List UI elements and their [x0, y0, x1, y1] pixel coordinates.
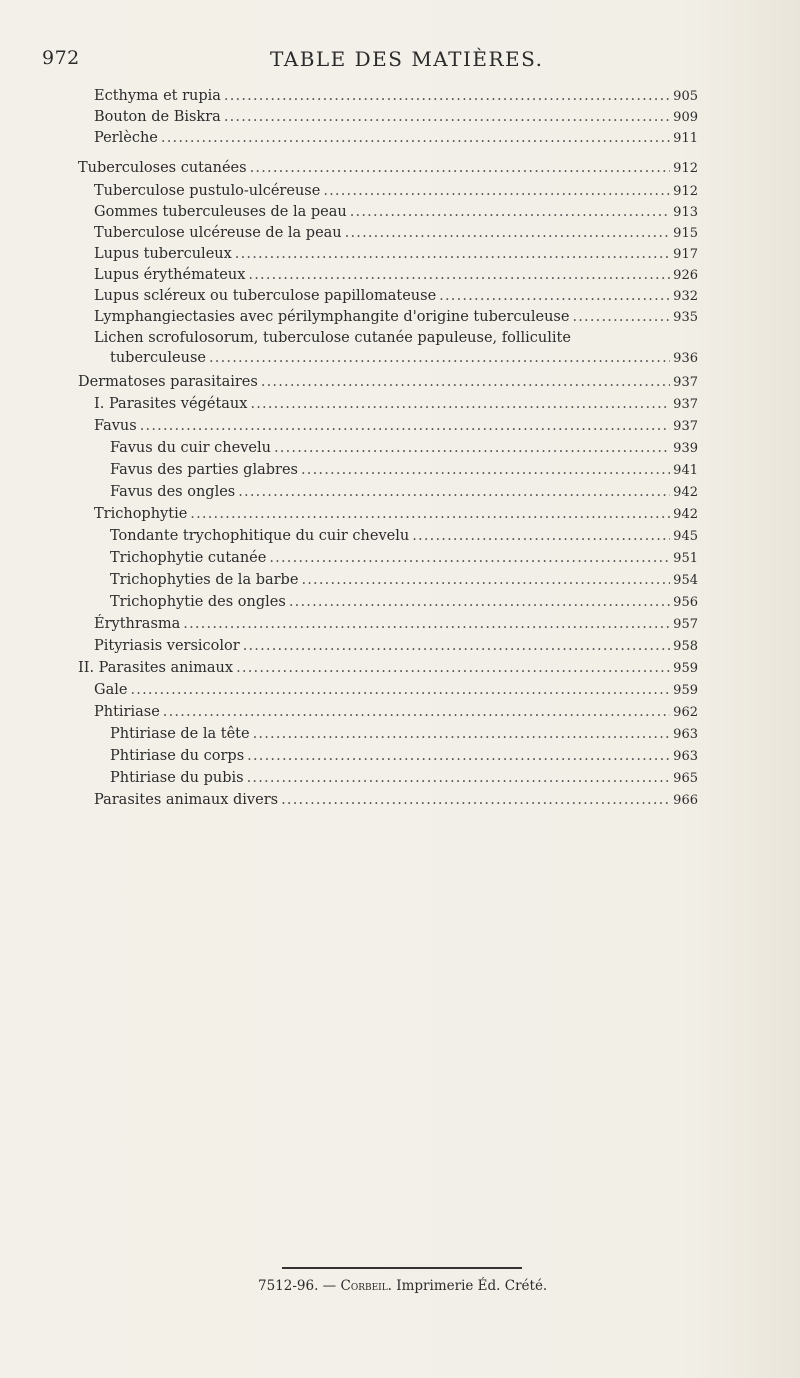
toc-entry-label: Favus des ongles [110, 484, 236, 500]
toc-entry [94, 86, 698, 107]
toc-entry [110, 482, 698, 503]
toc-entry [110, 768, 698, 789]
toc-entry-page: 941 [673, 463, 698, 478]
toc-entry-label: Favus [94, 418, 137, 434]
leader-dots [301, 460, 670, 480]
toc-entry-page: 939 [673, 441, 698, 456]
toc-entry-label: Lupus scléreux ou tuberculose papillomateuse [94, 288, 437, 304]
toc-entry-page: 935 [673, 310, 698, 325]
toc-entry [94, 702, 698, 723]
toc-entry [94, 636, 698, 657]
toc-entry-label: Trichophytie [94, 506, 188, 522]
toc-entry-label: II. Parasites animaux [78, 660, 234, 676]
toc-entry [110, 570, 698, 591]
toc-entry [110, 526, 698, 547]
toc-entry [78, 158, 698, 179]
running-title: TABLE DES MATIÈRES. [270, 47, 544, 71]
toc-entry-label: Perlèche [94, 130, 158, 146]
toc-entry-page: 963 [673, 727, 698, 742]
toc-entry [110, 592, 698, 613]
leader-dots [235, 244, 670, 264]
toc-entry-label: Phtiriase du corps [110, 748, 245, 764]
toc-entry-page: 958 [673, 639, 698, 654]
toc-entry [110, 348, 698, 369]
leader-dots [224, 86, 670, 106]
leader-dots [163, 702, 670, 722]
imprint-city: Corbeil. [340, 1278, 392, 1294]
toc-entry-page: 954 [673, 573, 698, 588]
toc-entry-page: 956 [673, 595, 698, 610]
toc-entry [94, 416, 698, 437]
toc-entry-label: Trichophytie des ongles [110, 594, 286, 610]
toc-entry-label: Gommes tuberculeuses de la peau [94, 204, 347, 220]
toc-entry [94, 128, 698, 149]
leader-dots [140, 416, 670, 436]
toc-entry-page: 912 [673, 184, 698, 199]
leader-dots [289, 592, 670, 612]
toc-entry-label: Pityriasis versicolor [94, 638, 240, 654]
toc-entry-page: 942 [673, 485, 698, 500]
leader-dots [130, 680, 670, 700]
leader-dots [224, 107, 670, 127]
toc-entry [94, 107, 698, 128]
leader-dots [350, 202, 670, 222]
toc-entry-page: 912 [673, 161, 698, 176]
toc-entry-page: 909 [673, 110, 698, 125]
toc-entry-page: 959 [673, 661, 698, 676]
leader-dots [248, 265, 670, 285]
toc-entry-label: tuberculeuse [110, 350, 206, 366]
toc-entry [110, 460, 698, 481]
leader-dots [301, 570, 670, 590]
toc-entry-page: 945 [673, 529, 698, 544]
toc-entry-label: Bouton de Biskra [94, 109, 221, 125]
leader-dots [345, 223, 671, 243]
footer-rule [282, 1267, 522, 1269]
leader-dots [247, 768, 671, 788]
leader-dots [250, 158, 671, 178]
toc-entry-label: Parasites animaux divers [94, 792, 279, 808]
toc-entry [94, 181, 698, 202]
toc-entry-page: 913 [673, 205, 698, 220]
toc-entry [110, 724, 698, 745]
toc-entry [78, 658, 698, 679]
toc-entry-label: Phtiriase de la tête [110, 726, 250, 742]
leader-dots [261, 372, 670, 392]
toc-entry-page: 963 [673, 749, 698, 764]
page-header [0, 47, 800, 77]
toc-entry-page: 965 [673, 771, 698, 786]
toc-entry-label: Dermatoses parasitaires [78, 374, 258, 390]
toc-entry-label: Gale [94, 682, 128, 698]
toc-entry [94, 394, 698, 415]
leader-dots [274, 438, 670, 458]
toc-entry-page: 932 [673, 289, 698, 304]
toc-entry-page: 959 [673, 683, 698, 698]
toc-entry-label: Tuberculoses cutanées [78, 160, 247, 176]
leader-dots [209, 348, 670, 368]
toc-entry-page: 915 [673, 226, 698, 241]
toc-entry-page: 937 [673, 375, 698, 390]
toc-entry-label: Favus des parties glabres [110, 462, 298, 478]
toc-entry-page: 911 [673, 131, 698, 146]
toc-entry [110, 746, 698, 767]
toc-entry-label: Favus du cuir chevelu [110, 440, 271, 456]
toc-entry-label: Tuberculose pustulo-ulcéreuse [94, 183, 321, 199]
toc-entry-label: Phtiriase du pubis [110, 770, 244, 786]
printer-imprint [258, 1278, 547, 1294]
toc-entry-label: Lupus tuberculeux [94, 246, 232, 262]
toc-entry-label-line1: Lichen scrofulosorum, tuberculose cutanée papuleuse, folliculite [94, 330, 571, 346]
toc-entry [94, 223, 698, 244]
toc-entry-page: 957 [673, 617, 698, 632]
toc-entry-label: Trichophyties de la barbe [110, 572, 299, 588]
imprint-printer: Imprimerie Éd. Crété. [391, 1278, 548, 1294]
toc-entry-label: Tuberculose ulcéreuse de la peau [94, 225, 342, 241]
toc-entry [94, 286, 698, 307]
toc-entry-label: Lupus érythémateux [94, 267, 246, 283]
toc-entry-page: 936 [673, 351, 698, 366]
imprint-prefix: 7512-96. — [258, 1278, 341, 1294]
toc-entry [94, 680, 698, 701]
toc-entry-label: Trichophytie cutanée [110, 550, 267, 566]
toc-entry [94, 244, 698, 265]
leader-dots [250, 394, 670, 414]
toc-entry-page: 926 [673, 268, 698, 283]
toc-entry [94, 790, 698, 811]
leader-dots [161, 128, 670, 148]
toc-entry [94, 504, 698, 525]
toc-entry [94, 307, 698, 328]
leader-dots [247, 746, 670, 766]
leader-dots [243, 636, 670, 656]
leader-dots [439, 286, 670, 306]
toc-entry-page: 962 [673, 705, 698, 720]
toc-entry-page: 951 [673, 551, 698, 566]
leader-dots [238, 482, 670, 502]
leader-dots [323, 181, 670, 201]
toc-entry-label: Ecthyma et rupia [94, 88, 221, 104]
toc-entry-label: Phtiriase [94, 704, 160, 720]
toc-entry-label: Érythrasma [94, 616, 181, 632]
leader-dots [253, 724, 671, 744]
toc-entry-label: I. Parasites végétaux [94, 396, 248, 412]
toc-entry-page: 937 [673, 419, 698, 434]
toc-entry-label: Tondante trychophitique du cuir chevelu [110, 528, 410, 544]
toc-entry-page: 942 [673, 507, 698, 522]
toc-entry-page: 937 [673, 397, 698, 412]
leader-dots [281, 790, 670, 810]
toc-entry [78, 372, 698, 393]
toc-entry [94, 265, 698, 286]
leader-dots [190, 504, 670, 524]
leader-dots [183, 614, 670, 634]
toc-entry [110, 548, 698, 569]
toc-entry-label: Lymphangiectasies avec périlymphangite d'origine tuberculeuse [94, 309, 570, 325]
toc-entry-page: 917 [673, 247, 698, 262]
toc-entry-page: 966 [673, 793, 698, 808]
leader-dots [236, 658, 670, 678]
page-number: 972 [42, 47, 80, 69]
leader-dots [412, 526, 670, 546]
toc-entry-page: 905 [673, 89, 698, 104]
toc-entry [94, 202, 698, 223]
leader-dots [269, 548, 670, 568]
toc-entry [110, 438, 698, 459]
leader-dots [572, 307, 670, 327]
toc-entry [94, 614, 698, 635]
